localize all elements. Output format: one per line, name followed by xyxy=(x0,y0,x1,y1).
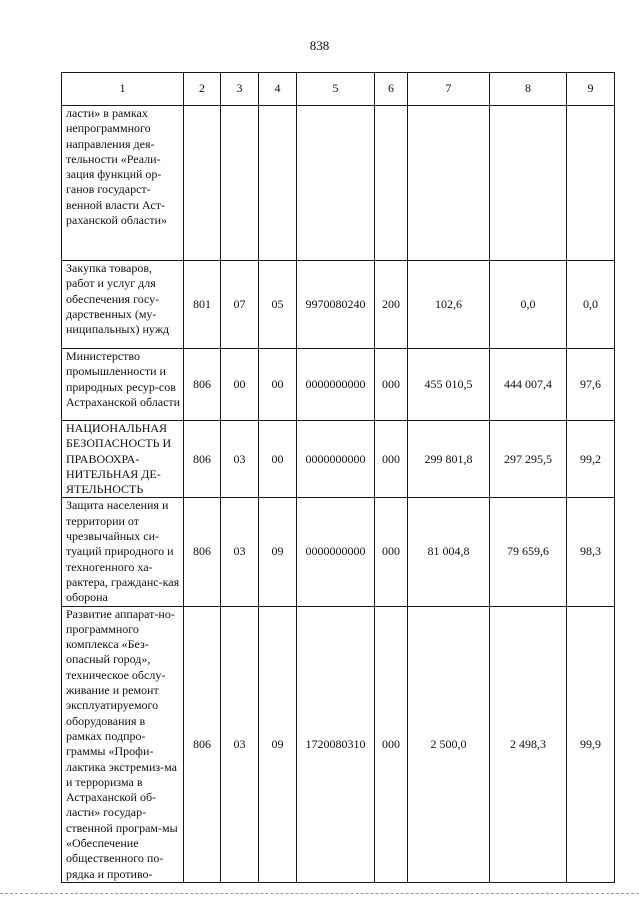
cell-col8: 79 659,6 xyxy=(490,498,567,606)
cell-col4: 09 xyxy=(259,498,297,606)
cell-col5 xyxy=(297,106,375,261)
cell-col2: 806 xyxy=(184,421,221,498)
cell-col6: 000 xyxy=(375,349,408,421)
column-header: 8 xyxy=(490,73,567,106)
cell-col8: 297 295,5 xyxy=(490,421,567,498)
column-header: 7 xyxy=(408,73,490,106)
column-header: 9 xyxy=(567,73,615,106)
cell-col3: 07 xyxy=(221,261,259,349)
cell-col7: 102,6 xyxy=(408,261,490,349)
cell-col4: 05 xyxy=(259,261,297,349)
cell-col9: 98,3 xyxy=(567,498,615,606)
cell-col2: 806 xyxy=(184,349,221,421)
cell-col3: 03 xyxy=(221,421,259,498)
cell-col2: 806 xyxy=(184,498,221,606)
cell-col9: 99,9 xyxy=(567,606,615,882)
column-header: 1 xyxy=(62,73,184,106)
row-name: Защита населения и территории от чрезвычайных си-туаций природного и техногенного ха-рактера, гражданс-кая оборона xyxy=(62,498,184,606)
cell-col6: 000 xyxy=(375,606,408,882)
cell-col5: 1720080310 xyxy=(297,606,375,882)
cell-col3: 03 xyxy=(221,606,259,882)
cell-col7: 299 801,8 xyxy=(408,421,490,498)
row-name: ласти» в рамках непрограммного направления дея-тельности «Реали-зация функций ор-ганов государст-венной власти Аст-раханской области» xyxy=(62,106,184,261)
column-header: 6 xyxy=(375,73,408,106)
table-row xyxy=(62,421,615,498)
table-row xyxy=(62,498,615,606)
page-number: 838 xyxy=(309,38,330,53)
cell-col9 xyxy=(567,106,615,261)
table-row xyxy=(62,606,615,882)
cell-col4: 09 xyxy=(259,606,297,882)
cell-col4: 00 xyxy=(259,421,297,498)
cell-col3: 00 xyxy=(221,349,259,421)
cell-col5: 0000000000 xyxy=(297,349,375,421)
cell-col2: 801 xyxy=(184,261,221,349)
cell-col8: 444 007,4 xyxy=(490,349,567,421)
column-header: 5 xyxy=(297,73,375,106)
cell-col7: 455 010,5 xyxy=(408,349,490,421)
column-header: 3 xyxy=(221,73,259,106)
cell-col5: 0000000000 xyxy=(297,421,375,498)
cell-col3: 03 xyxy=(221,498,259,606)
table-row xyxy=(62,261,615,349)
cell-col4: 00 xyxy=(259,349,297,421)
cell-col7 xyxy=(408,106,490,261)
budget-table xyxy=(61,72,615,883)
cell-col7: 81 004,8 xyxy=(408,498,490,606)
column-header: 2 xyxy=(184,73,221,106)
cell-col9: 0,0 xyxy=(567,261,615,349)
cell-col6: 000 xyxy=(375,498,408,606)
cell-col5: 0000000000 xyxy=(297,498,375,606)
cell-col2 xyxy=(184,106,221,261)
row-name: Министерство промышленности и природных ресур-сов Астраханской области xyxy=(62,349,184,421)
column-header: 4 xyxy=(259,73,297,106)
table-header-row xyxy=(62,73,615,106)
table-row xyxy=(62,106,615,261)
cell-col4 xyxy=(259,106,297,261)
cell-col6: 000 xyxy=(375,421,408,498)
table-row xyxy=(62,349,615,421)
page-bottom-divider xyxy=(0,893,639,894)
cell-col8: 2 498,3 xyxy=(490,606,567,882)
row-name: Развитие аппарат-но-программного комплекса «Без-опасный город», техническое обслу-живание и ремонт эксплуатируемого оборудования в рамках подпро-граммы «Профи-лактика экстремиз-ма и терроризма в Астраханской об-ласти» государ-ственной програм-мы «Обеспечение общественного по-рядка и противо- xyxy=(62,606,184,882)
cell-col9: 99,2 xyxy=(567,421,615,498)
cell-col5: 9970080240 xyxy=(297,261,375,349)
row-name: Закупка товаров, работ и услуг для обеспечения госу-дарственных (му-ниципальных) нужд xyxy=(62,261,184,349)
cell-col8 xyxy=(490,106,567,261)
cell-col3 xyxy=(221,106,259,261)
cell-col8: 0,0 xyxy=(490,261,567,349)
cell-col7: 2 500,0 xyxy=(408,606,490,882)
cell-col9: 97,6 xyxy=(567,349,615,421)
cell-col2: 806 xyxy=(184,606,221,882)
cell-col6: 200 xyxy=(375,261,408,349)
row-name: НАЦИОНАЛЬНАЯ БЕЗОПАСНОСТЬ И ПРАВООХРА-НИТЕЛЬНАЯ ДЕ-ЯТЕЛЬНОСТЬ xyxy=(62,421,184,498)
cell-col6 xyxy=(375,106,408,261)
